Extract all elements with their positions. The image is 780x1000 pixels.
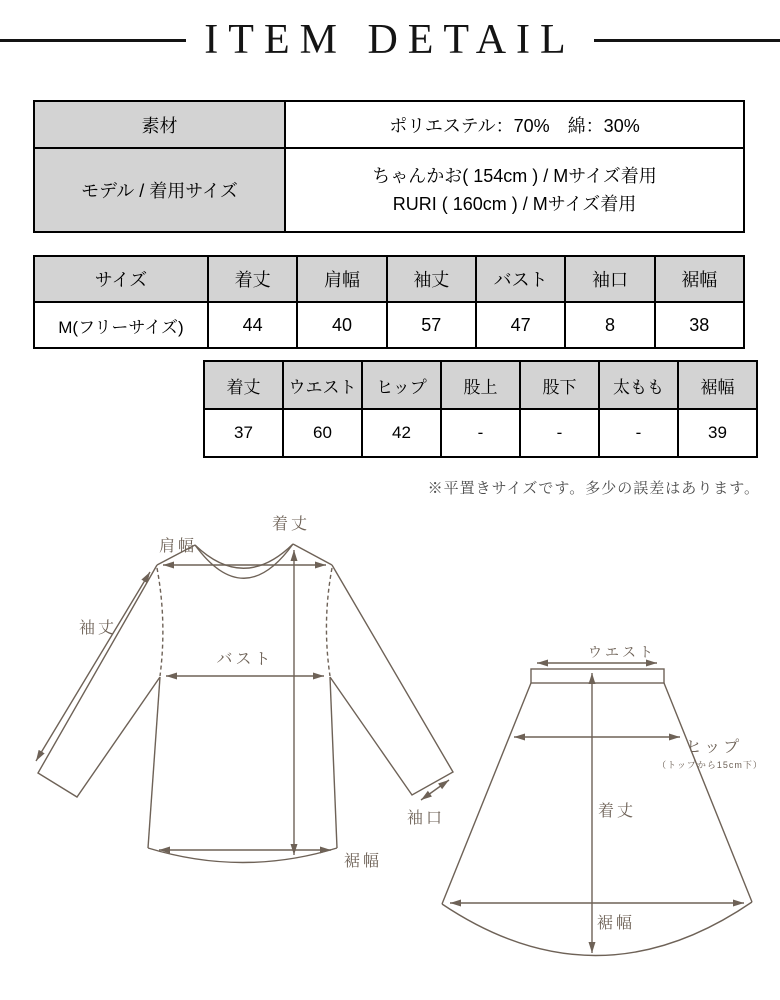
skirt-hip-label: ヒップ <box>685 739 743 756</box>
shirt-hem-label: 裾幅 <box>343 853 383 870</box>
flat-measure-note: ※平置きサイズです。多少の誤差はあります。 <box>427 480 760 497</box>
value-cell: 8 <box>565 302 654 348</box>
top-size-table <box>33 255 745 349</box>
skirt-waist-label: ウエスト <box>588 644 656 660</box>
top-size-header-row <box>34 256 744 302</box>
page-title: ITEM DETAIL <box>204 17 576 63</box>
bottom-size-data-row <box>204 409 757 457</box>
header-cell: 裾幅 <box>678 361 757 409</box>
shirt-bust-label: バスト <box>216 651 274 668</box>
model-label-cell: モデル / 着用サイズ <box>34 148 285 232</box>
value-cell: 37 <box>204 409 283 457</box>
header-cell: 裾幅 <box>655 256 744 302</box>
skirt-length-label: 着丈 <box>597 803 637 820</box>
header-cell: 股上 <box>441 361 520 409</box>
value-cell: 44 <box>208 302 297 348</box>
header-cell: サイズ <box>34 256 208 302</box>
header-cell: 袖丈 <box>387 256 476 302</box>
header-cell: ヒップ <box>362 361 441 409</box>
value-cell: 40 <box>297 302 386 348</box>
material-model-table <box>33 100 745 233</box>
bottom-size-table <box>203 360 758 458</box>
value-cell: 47 <box>476 302 565 348</box>
model-value-cell <box>285 148 744 232</box>
value-cell: 38 <box>655 302 744 348</box>
skirt-hip-note-label: （トップから15cm下） <box>657 760 763 770</box>
measurement-diagram <box>0 510 780 1000</box>
material-label-cell: 素材 <box>34 101 285 148</box>
model-line-2: RURI ( 160cm ) / Mサイズ着用 <box>392 194 637 214</box>
value-cell: 42 <box>362 409 441 457</box>
title-rule-left <box>0 39 186 42</box>
header-cell: 股下 <box>520 361 599 409</box>
value-cell: - <box>520 409 599 457</box>
value-cell: 60 <box>283 409 362 457</box>
shirt-measure-arrows <box>36 550 449 855</box>
shirt-length-label: 着丈 <box>271 516 311 533</box>
shirt-shoulder-label: 肩幅 <box>158 538 198 555</box>
value-cell: - <box>599 409 678 457</box>
header-cell: 袖口 <box>565 256 654 302</box>
bottom-size-header-row <box>204 361 757 409</box>
size-name-cell: M(フリーサイズ) <box>34 302 208 348</box>
header-cell: 着丈 <box>204 361 283 409</box>
shirt-outline-drawing <box>38 544 453 863</box>
header-cell: 着丈 <box>208 256 297 302</box>
skirt-hem-label: 裾幅 <box>596 915 636 932</box>
value-cell: 39 <box>678 409 757 457</box>
material-value-cell: ポリエステル：70% 綿：30% <box>285 101 744 148</box>
shirt-cuff-label: 袖口 <box>406 810 446 827</box>
header-cell: ウエスト <box>283 361 362 409</box>
shirt-sleeve-label: 袖丈 <box>78 620 118 637</box>
model-line-1: ちゃんかお( 154cm ) / Mサイズ着用 <box>372 166 657 186</box>
section-title-row <box>0 16 780 64</box>
top-size-data-row <box>34 302 744 348</box>
header-cell: 太もも <box>599 361 678 409</box>
value-cell: 57 <box>387 302 476 348</box>
value-cell: - <box>441 409 520 457</box>
header-cell: バスト <box>476 256 565 302</box>
header-cell: 肩幅 <box>297 256 386 302</box>
title-rule-right <box>594 39 780 42</box>
